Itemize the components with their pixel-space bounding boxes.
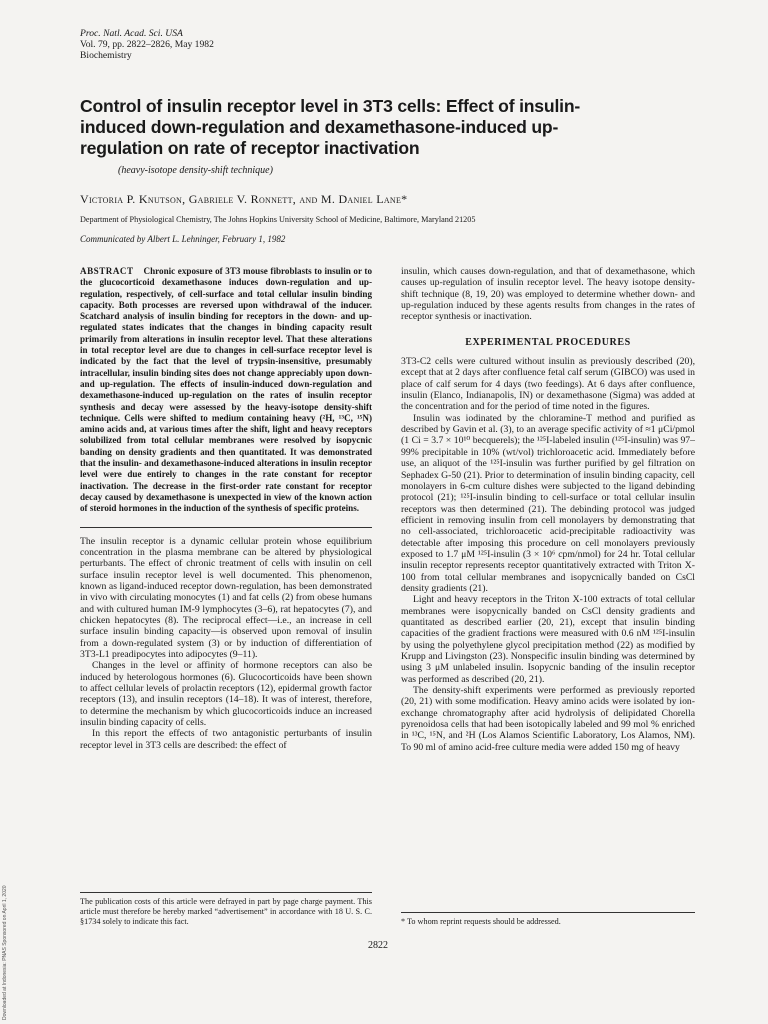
intro-continuation: insulin, which causes down-regulation, and that of dexamethasone, which causes up-regulation of insulin receptor level. The heavy isotope density-shift technique (8, 19, 20) was employed to determine whether down- and up-regulation induced by these agents results from changes in the rates of receptor synthesis or inactivation. xyxy=(401,266,695,323)
article-title: Control of insulin receptor level in 3T3 cells: Effect of insulin-induced down-regulation and dexamethasone-induced up-regulation on rate of receptor inactivation xyxy=(80,96,581,158)
journal-section: Biochemistry xyxy=(80,50,132,61)
footnote-divider xyxy=(80,892,372,893)
article-subtitle: (heavy-isotope density-shift technique) xyxy=(118,165,273,176)
abstract-divider xyxy=(80,527,372,528)
affiliation: Department of Physiological Chemistry, The Johns Hopkins University School of Medicine, Baltimore, Maryland 21205 xyxy=(80,215,476,224)
section-heading: EXPERIMENTAL PROCEDURES xyxy=(465,336,631,348)
left-column xyxy=(80,266,372,751)
abstract-label: ABSTRACT xyxy=(80,266,134,276)
abstract xyxy=(80,266,372,515)
abstract-text: Chronic exposure of 3T3 mouse fibroblasts to insulin or to the glucocorticoid dexamethasone induces down-regulation and up-regulation, respectively, of cell-surface and total cellular insulin binding capacity. Both processes are reversed upon withdrawal of the inducer. Scatchard analysis of insulin binding for receptors in the down- and up-regulated states indicates that the changes in binding capacity result primarily from alterations in insulin receptor level. That these alterations in total receptor level are due to changes in cell-surface receptor level is indicated by the fact that the level of trypsin-insensitive, presumably intracellular, insulin binding sites does not change appreciably upon down- and up-regulation. The effects of insulin-induced down-regulation and dexamethasone-induced up-regulation on the rates of insulin receptor synthesis and decay were assessed by the heavy-isotope density-shift technique. Cells were shifted to medium containing heavy (²H, ¹³C, ¹⁵N) amino acids and, at various times after the shift, light and heavy receptors solubilized from total cellular membranes were resolved by isopycnic banding on density gradients and then quantitated. It was demonstrated that the insulin- and dexamethasone-induced alterations in insulin receptor level were due entirely to changes in the rate constant for receptor inactivation. The decrease in the first-order rate constant for receptor decay caused by dexamethasone is unexpected in view of the known action of steroid hormones in the induction of the synthesis of specific proteins. xyxy=(80,266,372,514)
footnote-divider xyxy=(401,912,695,913)
journal-name: Proc. Natl. Acad. Sci. USA xyxy=(80,28,183,39)
journal-header xyxy=(80,28,214,61)
methods-paragraph: Light and heavy receptors in the Triton X-100 extracts of total cellular membranes were isopycnically banded on CsCl density gradients and quantitated as described earlier (20, 21), except that insulin binding capacities of the gradient fractions were measured with 0.6 nM ¹²⁵I-insulin by using the polyethylene glycol precipitation method (22) as modified by Krupp and Livingston (23). Nonspecific insulin binding was determined by using 3 μM unlabeled insulin. Isopycnic banding of the insulin receptor was performed as described (20, 21). xyxy=(401,594,695,685)
methods-paragraph: The density-shift experiments were performed as previously reported (20, 21) with some modification. Heavy amino acids were isolated by ion-exchange chromatography after acid hydrolysis of delipidated Chorella pyrenoidosa cells that had been isotopically labeled and 99 mol % enriched in ¹³C, ¹⁵N, and ²H (Los Alamos Scientific Laboratory, Los Alamos, NM). To 90 ml of amino acid-free culture media were added 150 mg of heavy xyxy=(401,685,695,753)
journal-volume: Vol. 79, pp. 2822–2826, May 1982 xyxy=(80,39,214,50)
intro-paragraph: The insulin receptor is a dynamic cellular protein whose equilibrium concentration in the plasma membrane can be altered by physiological perturbants. The effect of chronic treatment of cells with insulin on cell surface insulin receptor level is well documented. This phenomenon, known as ligand-induced receptor down-regulation, has been demonstrated in vivo with circulating monocytes (1) and fat cells (2) from obese humans and with cultured human IM-9 lymphocytes (3–6), rat hepatocytes (7), and chicken hepatocytes (8). The reciprocal effect—i.e., an increase in cell surface insulin binding capacity—is observed upon removal of insulin from a down-regulated system (3) or by induction of differentiation of 3T3-L1 preadipocytes into adipocytes (9–11). xyxy=(80,535,372,660)
methods-paragraph: 3T3-C2 cells were cultured without insulin as previously described (20), except that at 2 days after confluence fetal calf serum (GIBCO) was used in place of calf serum for 4 days (two feedings). At 6 days after confluence, insulin (Elanco, Indianapolis, IN) or dexamethasone (Sigma) was added at the concentration and for the period of time noted in the figures. xyxy=(401,356,695,413)
communicated-by: Communicated by Albert L. Lehninger, February 1, 1982 xyxy=(80,234,286,244)
page-number: 2822 xyxy=(368,940,388,951)
publication-cost-text: The publication costs of this article were defrayed in part by page charge payment. This article must therefore be hereby marked “advertisement” in accordance with 18 U. S. C. §1734 solely to indicate this fact. xyxy=(80,897,372,926)
right-column xyxy=(401,266,695,753)
methods-paragraph: Insulin was iodinated by the chloramine-T method and purified as described by Gavin et al. (3), to an average specific activity of ≈1 μCi/pmol (1 Ci = 3.7 × 10¹⁰ becquerels); the ¹²⁵I-labeled insulin (¹²⁵I-insulin) was 97–99% precipitable in 10% (wt/vol) trichloroacetic acid. Immediately before use, an aliquot of the ¹²⁵I-insulin was further purified by gel filtration on Sephadex G-50 (21). Prior to determination of insulin binding capacity, cell monolayers in 6-cm culture dishes were subjected to the ligand debinding protocol (21); ¹²⁵I-insulin binding to cell-surface or total cellular insulin receptors was then determined (21). The debinding protocol was judged efficient in removing insulin from cell monolayers by demonstrating that no cell-associated, trichloroacetic acid-precipitable radioactivity was detectable after imposing this procedure on cell monolayers previously exposed to 1.7 μM ¹²⁵I-insulin (3 × 10⁶ cpm/nmol) for 24 hr. Total cellular insulin receptor represents receptor quantitatively extracted with Triton X-100 from total cellular membranes and isopycnically banded on CsCl density gradients (21). xyxy=(401,412,695,594)
reprint-footnote-text: * To whom reprint requests should be addressed. xyxy=(401,917,561,926)
publication-cost-note xyxy=(80,892,372,926)
download-watermark: Downloaded at Indonesia: PNAS Sponsored on April 1, 2020 xyxy=(2,885,8,1020)
intro-paragraph: Changes in the level or affinity of hormone receptors can also be induced by heterologous hormones (6). Glucocorticoids have been shown to affect cellular levels of prolactin receptors (12), epidermal growth factor receptors (13), and insulin receptors (14–18). It was of interest, therefore, to determine the mechanism by which glucocorticoids induce an increased insulin binding capacity of cells. xyxy=(80,660,372,729)
reprint-footnote xyxy=(401,912,695,926)
intro-paragraph: In this report the effects of two antagonistic perturbants of insulin receptor level in 3T3 cells are described: the effect of xyxy=(80,728,372,751)
author-list: Victoria P. Knutson, Gabriele V. Ronnett, and M. Daniel Lane* xyxy=(80,192,408,206)
